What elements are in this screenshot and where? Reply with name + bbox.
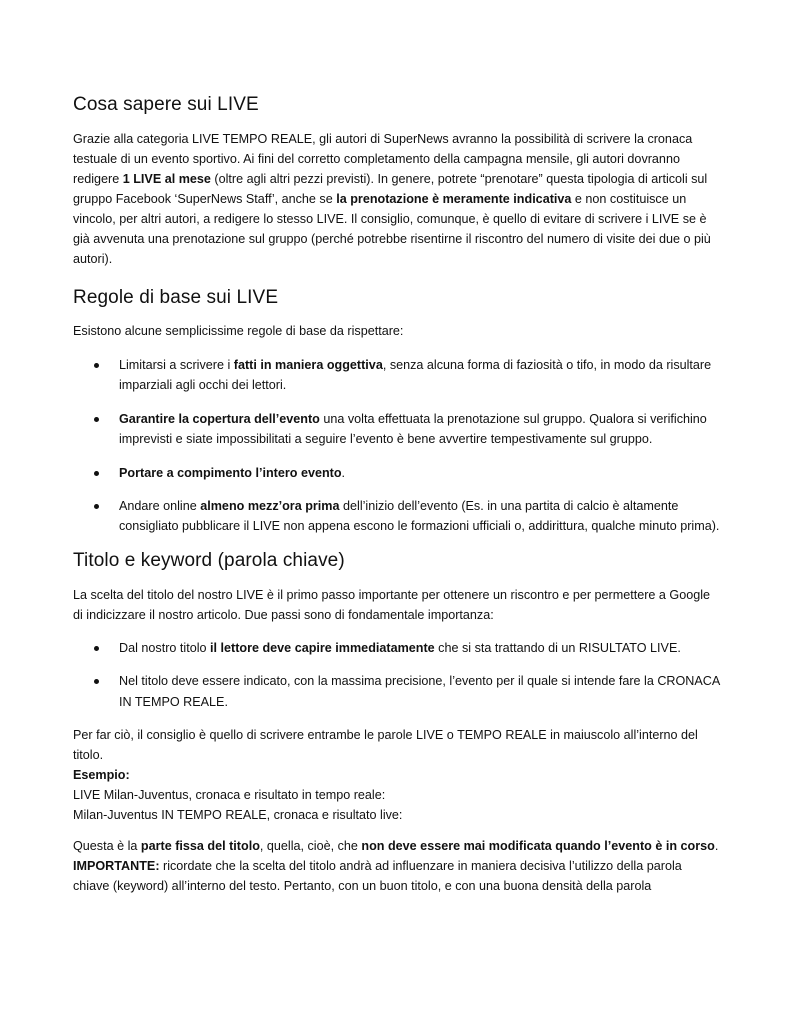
list-item: Portare a compimento l’intero evento. (73, 463, 721, 483)
paragraph-parte-fissa: Questa è la parte fissa del titolo, quella, cioè, che non deve essere mai modificata quando l’evento è in corso. IMPORTANTE: ricordate che la scelta del titolo andrà ad influenzare in maniera decisiva l’utilizzo della parola chiave (keyword) all’interno del testo. Pertanto, con un buon titolo, e con una buona densità della parola (73, 839, 719, 894)
bullet-icon (94, 646, 99, 651)
list-item: Limitarsi a scrivere i fatti in maniera oggettiva, senza alcuna forma di faziosità o tifo, in modo da risultare imparziali agli occhi dei lettori. (73, 355, 721, 396)
paragraph-cosa-intro: Grazie alla categoria LIVE TEMPO REALE, gli autori di SuperNews avranno la possibilità di scrivere la cronaca testuale di un evento sportivo. Ai fini del corretto completamento della campagna mensile, gli autori dovranno redigere 1 LIVE al mese (oltre agli altri pezzi previsti). In genere, potrete “prenotare” questa tipologia di articoli sul gruppo Facebook ‘SuperNews Staff’, anche se la prenotazione è meramente indicativa e non costituisce un vincolo, per altri autori, a redigere lo stesso LIVE. Il consiglio, comunque, è quello di evitare di scrivere i LIVE se è già avvenuta una prenotazione sul gruppo (perché potrebbe risentirne il riscontro del numero di visite dei due o più autori). (73, 132, 711, 266)
list-item: Garantire la copertura dell’evento una volta effettuata la prenotazione sul gruppo. Qualora si verifichino imprevisti e siate impossibilitati a seguire l’evento è bene avvertire tempestivamente sul gruppo. (73, 409, 721, 450)
esempio-line-2: Milan-Juventus IN TEMPO REALE, cronaca e risultato live: (73, 808, 403, 823)
paragraph-percio: Per far ciò, il consiglio è quello di scrivere entrambe le parole LIVE o TEMPO REALE in maiuscolo all’interno del titolo. Esempio: LIVE Milan-Juventus, cronaca e risultato in tempo reale: Milan-Juventus IN TEMPO REALE, cronaca e risultato live: (73, 728, 698, 823)
paragraph-titolo-intro: La scelta del titolo del nostro LIVE è il primo passo importante per ottenere un riscontro e per permettere a Google di indicizzare il nostro articolo. Due passi sono di fondamentale importanza: (73, 587, 711, 622)
list-item: Dal nostro titolo il lettore deve capire immediatamente che si sta trattando di un RISULTATO LIVE. (73, 638, 721, 658)
heading-titolo-keyword: Titolo e keyword (parola chiave) (73, 549, 345, 571)
regole-bullet-list (73, 355, 721, 537)
document-content (73, 92, 721, 896)
list-item: Nel titolo deve essere indicato, con la massima precisione, l’evento per il quale si intende fare la CRONACA IN TEMPO REALE. (73, 671, 721, 712)
heading-cosa-sapere: Cosa sapere sui LIVE (73, 94, 259, 115)
heading-regole-base: Regole di base sui LIVE (73, 287, 279, 308)
bullet-icon (94, 363, 99, 368)
titolo-bullet-list (73, 638, 721, 712)
esempio-line-1: LIVE Milan-Juventus, cronaca e risultato in tempo reale: (73, 788, 386, 803)
bullet-icon (94, 471, 99, 476)
paragraph-regole-intro: Esistono alcune semplicissime regole di base da rispettare: (73, 324, 404, 338)
esempio-label: Esempio: (73, 768, 130, 783)
bullet-icon (94, 679, 99, 684)
list-item: Andare online almeno mezz’ora prima dell’inizio dell’evento (Es. in una partita di calcio è altamente consigliato pubblicare il LIVE non appena escono le formazioni ufficiali o, addirittura, qualche minuto prima). (73, 496, 721, 537)
bullet-icon (94, 417, 99, 422)
bullet-icon (94, 504, 99, 509)
